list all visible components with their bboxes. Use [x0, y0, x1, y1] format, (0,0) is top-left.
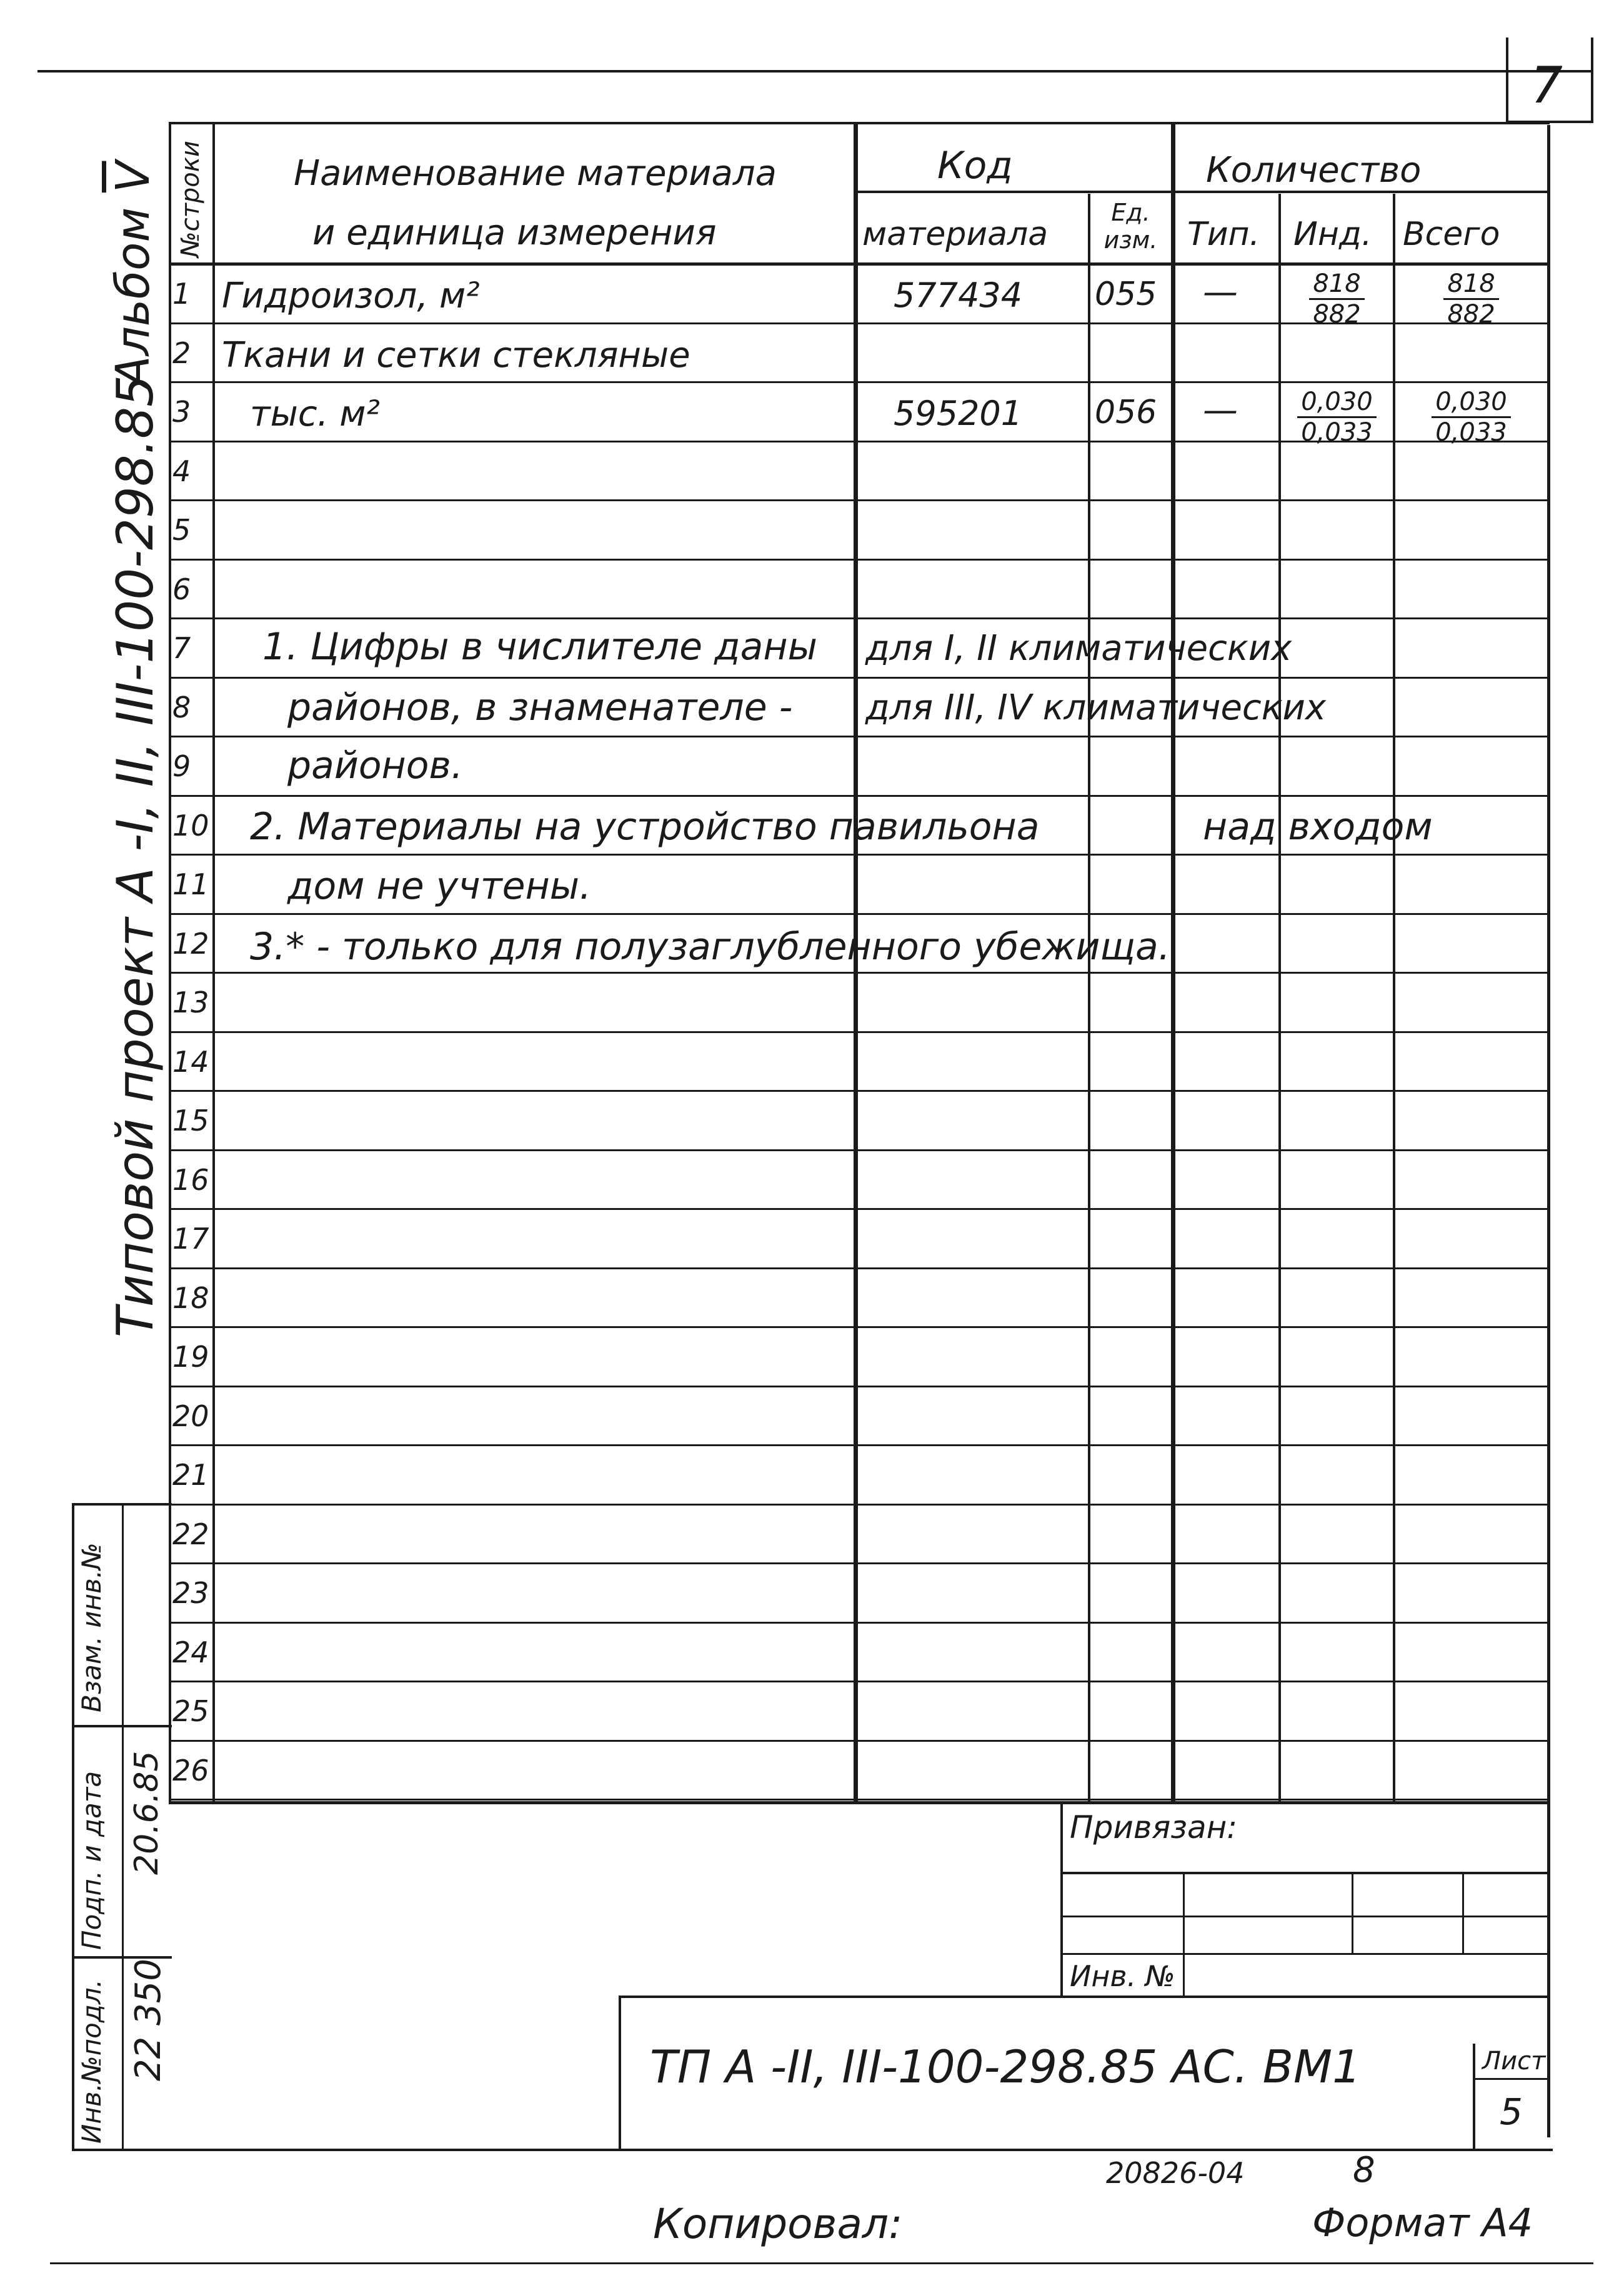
row-separator	[169, 1090, 1550, 1092]
header-total: Всего	[1403, 216, 1500, 253]
typ-qty: —	[1203, 272, 1238, 312]
material-code: 577434	[894, 276, 1023, 315]
stamp-sheet-number: 5	[1500, 2091, 1523, 2133]
header-name-line1: Наименование материала	[294, 153, 777, 194]
row-number: 24	[172, 1635, 209, 1669]
row-number: 5	[172, 513, 191, 547]
col-unit-right	[1171, 122, 1175, 1803]
row-number: 25	[172, 1694, 209, 1728]
row-separator	[169, 617, 1550, 619]
note-3: 3.* - только для полузаглубленного убежища.	[250, 925, 1170, 969]
header-unit: Ед. изм.	[1103, 199, 1158, 254]
row-number: 1	[172, 277, 191, 311]
row-separator	[169, 736, 1550, 737]
row-separator	[169, 1504, 1550, 1506]
stamp-grid-h3	[1060, 1953, 1550, 1955]
row-separator	[169, 559, 1550, 561]
row-separator	[169, 1562, 1550, 1564]
stamp-grid-v2	[1352, 1872, 1353, 1953]
header-name-line2: и единица измерения	[312, 212, 717, 253]
row-number: 14	[172, 1044, 209, 1079]
row-number: 12	[172, 926, 209, 961]
instead-inv-label: Взам. инв.№	[76, 1542, 107, 1712]
row-number: 3	[172, 395, 191, 429]
col-code-right	[1088, 194, 1090, 1803]
fraction-numerator: 818	[1309, 269, 1364, 300]
inv-orig-label: Инв.№подл.	[76, 1979, 107, 2144]
stamp-sheet-label: Лист	[1482, 2047, 1546, 2076]
row-number: 11	[172, 867, 209, 901]
row-number: 16	[172, 1162, 209, 1197]
row-number: 8	[172, 690, 191, 724]
stamp-main-top	[619, 1996, 1550, 1998]
stamp-left-top	[72, 1503, 172, 1506]
table-bottom-line	[169, 1801, 1550, 1804]
row-number: 20	[172, 1399, 209, 1433]
fraction-denominator: 882	[1313, 300, 1361, 329]
corner-box-left	[1506, 37, 1508, 122]
material-name: Гидроизол, м²	[222, 276, 480, 316]
row-number: 26	[172, 1753, 209, 1787]
inv-orig-value: 22 350	[128, 1959, 169, 2081]
note-1c: районов, в знаменателе -	[287, 686, 793, 729]
row-number: 22	[172, 1517, 209, 1551]
row-separator	[169, 972, 1550, 974]
sign-date-label: Подп. и дата	[76, 1771, 107, 1950]
row-number: 23	[172, 1576, 209, 1610]
row-number: 15	[172, 1104, 209, 1137]
row-separator	[169, 677, 1550, 679]
fraction-numerator: 818	[1443, 269, 1498, 300]
fraction-numerator: 0,030	[1432, 387, 1511, 418]
header-qty-group: Количество	[1206, 150, 1422, 191]
row-number: 9	[172, 749, 191, 783]
unit-code: 056	[1095, 394, 1157, 431]
material-name: Ткани и сетки стекляные	[222, 334, 690, 376]
row-number: 2	[172, 336, 191, 370]
sign-date-value: 20.6.85	[128, 1751, 166, 1875]
row-separator	[169, 381, 1550, 383]
row-separator	[169, 1386, 1550, 1387]
stamp-grid-h1	[1060, 1872, 1550, 1874]
row-number: 17	[172, 1222, 209, 1256]
stamp-doc-code: ТП А -II, III-100-298.85 АС. ВМ1	[650, 2041, 1361, 2093]
row-separator	[169, 854, 1550, 856]
stamp-left-outer	[72, 1503, 74, 2150]
stamp-grid-v3	[1462, 1872, 1464, 1953]
row-number: 4	[172, 454, 191, 488]
note-1e: районов.	[287, 744, 463, 787]
stamp-sheet-left	[1473, 2044, 1475, 2150]
header-typ: Тип.	[1187, 216, 1260, 253]
fraction-numerator: 0,030	[1297, 387, 1377, 418]
row-number: 21	[172, 1458, 209, 1492]
row-separator	[169, 1444, 1550, 1446]
material-name: тыс. м²	[250, 394, 380, 434]
stamp-inv-no: Инв. №	[1070, 1959, 1175, 1993]
stamp-main-left	[619, 1996, 621, 2151]
top-border	[37, 70, 1593, 72]
row-number: 10	[172, 808, 209, 842]
row-number: 13	[172, 986, 209, 1019]
footer-page-no: 8	[1353, 2150, 1375, 2191]
ind-qty-fraction	[1281, 269, 1393, 329]
header-ind: Инд.	[1293, 216, 1372, 253]
row-number: 6	[172, 572, 191, 606]
fraction-denominator: 0,033	[1301, 418, 1373, 447]
total-qty-fraction	[1395, 387, 1547, 447]
footer-format: Формат А4	[1312, 2200, 1533, 2246]
note-1a: 1. Цифры в числителе даны	[262, 625, 817, 669]
frame-left-border	[169, 122, 171, 1803]
stamp-left-mid	[122, 1503, 124, 2150]
album-label: Альбом $\overline{V}$	[106, 161, 160, 387]
footer-copied: Копировал:	[653, 2200, 903, 2248]
row-separator	[169, 1681, 1550, 1682]
stamp-left-div1	[72, 1725, 172, 1727]
note-2b: над входом	[1203, 805, 1433, 849]
row-separator	[169, 1031, 1550, 1033]
note-2a: 2. Материалы на устройство павильона	[250, 805, 1040, 849]
row-separator	[169, 499, 1550, 501]
project-label: Типовой проект А -I, II, III-100-298.85	[106, 375, 164, 1337]
material-code: 595201	[894, 394, 1023, 433]
note-2c: дом не учтены.	[287, 864, 592, 908]
note-1b: для I, II климатических	[865, 628, 1292, 669]
header-row-no: №строки	[176, 141, 205, 257]
frame-right-border	[1547, 125, 1550, 2137]
row-separator	[169, 795, 1550, 797]
row-separator	[169, 1149, 1550, 1151]
row-separator	[169, 1326, 1550, 1328]
header-mid-line	[854, 191, 1550, 193]
sheet-corner-number: 7	[1531, 56, 1563, 114]
unit-code: 055	[1095, 276, 1157, 313]
header-top-line	[169, 122, 1550, 124]
stamp-linked-label: Привязан:	[1070, 1809, 1238, 1846]
row-number: 18	[172, 1281, 209, 1315]
row-separator	[169, 913, 1550, 915]
stamp-left-bottom	[72, 2149, 1553, 2151]
header-code-material: материала	[862, 216, 1049, 253]
row-number: 7	[172, 631, 191, 665]
typ-qty: —	[1203, 390, 1238, 431]
note-1d: для III, IV климатических	[865, 687, 1327, 728]
footer-order-no: 20826-04	[1106, 2156, 1245, 2190]
row-separator	[169, 1208, 1550, 1210]
stamp-grid-v1	[1183, 1872, 1185, 1997]
col-rownum-right	[212, 122, 215, 1803]
row-number: 19	[172, 1340, 209, 1374]
fraction-denominator: 0,033	[1435, 418, 1507, 447]
stamp-grid-h2	[1060, 1916, 1550, 1917]
header-bottom-line	[169, 262, 1550, 266]
total-qty-fraction	[1395, 269, 1547, 329]
row-separator	[169, 1267, 1550, 1269]
row-separator	[169, 1740, 1550, 1742]
header-code-group: Код	[937, 144, 1013, 187]
stamp-linked-left	[1060, 1803, 1063, 1997]
fraction-denominator: 882	[1447, 300, 1495, 329]
row-separator	[169, 1622, 1550, 1624]
corner-box-right	[1591, 37, 1593, 122]
stamp-sheet-div	[1473, 2078, 1550, 2080]
bottom-border	[50, 2262, 1593, 2264]
ind-qty-fraction	[1281, 387, 1393, 447]
row-separator	[169, 1799, 1550, 1801]
